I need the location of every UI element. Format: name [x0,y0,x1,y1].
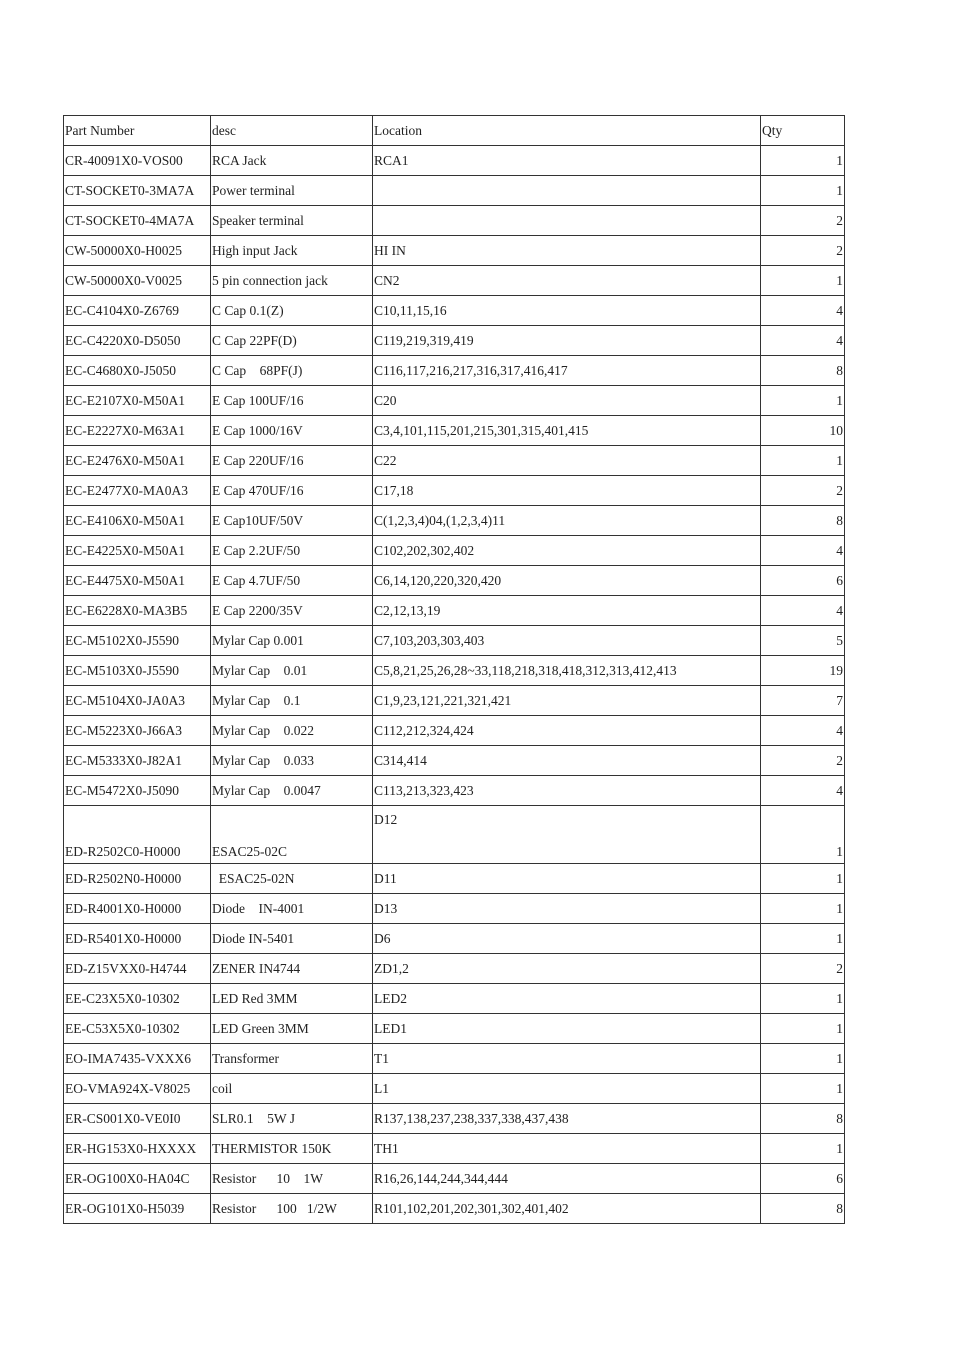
table-row [64,924,845,954]
qty-cell: 1 [761,924,845,954]
location-cell: R16,26,144,244,344,444 [373,1164,761,1194]
header-desc: desc [211,116,373,146]
desc-cell: Diode IN-4001 [211,894,373,924]
table-row [64,864,845,894]
part-number-cell: EC-M5223X0-J66A3 [64,716,211,746]
part-number-cell: ED-Z15VXX0-H4744 [64,954,211,984]
part-number-cell: ER-HG153X0-HXXXX [64,1134,211,1164]
qty-cell: 8 [761,356,845,386]
desc-cell: E Cap 2200/35V [211,596,373,626]
desc-cell: ESAC25-02N [211,864,373,894]
table-row [64,356,845,386]
desc-cell: C Cap 0.1(Z) [211,296,373,326]
location-cell: C102,202,302,402 [373,536,761,566]
desc-cell: E Cap 1000/16V [211,416,373,446]
part-number-cell: EC-E4225X0-M50A1 [64,536,211,566]
part-number-cell: ER-OG101X0-H5039 [64,1194,211,1224]
part-number-cell: EC-E2476X0-M50A1 [64,446,211,476]
desc-cell: THERMISTOR 150K [211,1134,373,1164]
qty-cell: 4 [761,596,845,626]
location-cell [373,176,761,206]
part-number-cell: EC-E2227X0-M63A1 [64,416,211,446]
location-cell: C20 [373,386,761,416]
part-number-cell: EE-C23X5X0-10302 [64,984,211,1014]
part-number-cell: ER-OG100X0-HA04C [64,1164,211,1194]
location-cell: C1,9,23,121,221,321,421 [373,686,761,716]
table-row [64,206,845,236]
part-number-cell: EC-M5103X0-J5590 [64,656,211,686]
location-cell: C314,414 [373,746,761,776]
location-cell: C(1,2,3,4)04,(1,2,3,4)11 [373,506,761,536]
header-qty: Qty [761,116,845,146]
location-cell: C10,11,15,16 [373,296,761,326]
part-number-cell: ER-CS001X0-VE0I0 [64,1104,211,1134]
desc-cell: 5 pin connection jack [211,266,373,296]
table-row [64,326,845,356]
location-cell [373,206,761,236]
qty-cell: 4 [761,536,845,566]
qty-cell: 10 [761,416,845,446]
desc-cell: LED Red 3MM [211,984,373,1014]
location-cell: TH1 [373,1134,761,1164]
desc-cell: Transformer [211,1044,373,1074]
part-number-cell: EC-E2477X0-MA0A3 [64,476,211,506]
table-row [64,386,845,416]
qty-cell: 4 [761,716,845,746]
table-row [64,686,845,716]
qty-cell: 2 [761,954,845,984]
qty-cell: 1 [761,894,845,924]
location-cell: C2,12,13,19 [373,596,761,626]
part-number-cell: CW-50000X0-H0025 [64,236,211,266]
part-number-cell: ED-R5401X0-H0000 [64,924,211,954]
parts-list-table [63,115,845,1224]
desc-cell: E Cap 2.2UF/50 [211,536,373,566]
desc-cell: ESAC25-02C [211,806,373,864]
header-row [64,116,845,146]
table-row [64,656,845,686]
location-cell: ZD1,2 [373,954,761,984]
location-cell: LED2 [373,984,761,1014]
part-number-cell: EC-M5472X0-J5090 [64,776,211,806]
part-number-cell: EE-C53X5X0-10302 [64,1014,211,1044]
desc-cell: Mylar Cap 0.022 [211,716,373,746]
part-number-cell: ED-R2502N0-H0000 [64,864,211,894]
table-row [64,1044,845,1074]
qty-cell: 6 [761,566,845,596]
table-row [64,1164,845,1194]
location-cell: C3,4,101,115,201,215,301,315,401,415 [373,416,761,446]
part-number-cell: EC-C4220X0-D5050 [64,326,211,356]
part-number-cell: CW-50000X0-V0025 [64,266,211,296]
desc-cell: Mylar Cap 0.0047 [211,776,373,806]
qty-cell: 8 [761,1194,845,1224]
qty-cell: 1 [761,1044,845,1074]
location-cell: D13 [373,894,761,924]
table-row [64,1134,845,1164]
qty-cell: 8 [761,506,845,536]
table-row [64,296,845,326]
qty-cell: 1 [761,864,845,894]
qty-cell: 4 [761,326,845,356]
qty-cell: 8 [761,1104,845,1134]
location-cell: C6,14,120,220,320,420 [373,566,761,596]
qty-cell: 1 [761,1074,845,1104]
part-number-cell: EC-M5102X0-J5590 [64,626,211,656]
desc-cell: Speaker terminal [211,206,373,236]
desc-cell: E Cap 100UF/16 [211,386,373,416]
desc-cell: coil [211,1074,373,1104]
table-row [64,536,845,566]
desc-cell: Resistor 100 1/2W [211,1194,373,1224]
location-cell: T1 [373,1044,761,1074]
qty-cell: 5 [761,626,845,656]
qty-cell: 1 [761,266,845,296]
qty-cell: 4 [761,776,845,806]
location-cell: D12 [373,806,761,864]
desc-cell: C Cap 68PF(J) [211,356,373,386]
qty-cell: 1 [761,386,845,416]
table-row [64,1014,845,1044]
desc-cell: E Cap 470UF/16 [211,476,373,506]
desc-cell: Mylar Cap 0.01 [211,656,373,686]
desc-cell: ZENER IN4744 [211,954,373,984]
location-cell: D6 [373,924,761,954]
table-row [64,716,845,746]
part-number-cell: ED-R4001X0-H0000 [64,894,211,924]
location-cell: R101,102,201,202,301,302,401,402 [373,1194,761,1224]
header-location: Location [373,116,761,146]
desc-cell: Resistor 10 1W [211,1164,373,1194]
qty-cell: 1 [761,146,845,176]
table-row [64,1074,845,1104]
table-row [64,626,845,656]
qty-cell: 1 [761,1014,845,1044]
qty-cell: 2 [761,206,845,236]
part-number-cell: EO-VMA924X-V8025 [64,1074,211,1104]
table-row [64,566,845,596]
location-cell: C5,8,21,25,26,28~33,118,218,318,418,312,313,412,413 [373,656,761,686]
table-row [64,984,845,1014]
part-number-cell: CR-40091X0-VOS00 [64,146,211,176]
qty-cell: 1 [761,446,845,476]
desc-cell: Mylar Cap 0.1 [211,686,373,716]
location-cell: C22 [373,446,761,476]
table-row [64,266,845,296]
qty-cell: 2 [761,746,845,776]
table-row [64,954,845,984]
table-row [64,446,845,476]
location-cell: LED1 [373,1014,761,1044]
table-row [64,806,845,864]
qty-cell: 2 [761,236,845,266]
table-row [64,894,845,924]
location-cell: HI IN [373,236,761,266]
location-cell: C113,213,323,423 [373,776,761,806]
header-part-number: Part Number [64,116,211,146]
part-number-cell: EC-E6228X0-MA3B5 [64,596,211,626]
qty-cell: 7 [761,686,845,716]
table-row [64,776,845,806]
desc-cell: E Cap 4.7UF/50 [211,566,373,596]
part-number-cell: EO-IMA7435-VXXX6 [64,1044,211,1074]
table-row [64,1104,845,1134]
qty-cell: 4 [761,296,845,326]
part-number-cell: EC-M5104X0-JA0A3 [64,686,211,716]
qty-cell: 1 [761,176,845,206]
location-cell: C17,18 [373,476,761,506]
table-row [64,476,845,506]
location-cell: C119,219,319,419 [373,326,761,356]
part-number-cell: EC-C4680X0-J5050 [64,356,211,386]
part-number-cell: EC-E2107X0-M50A1 [64,386,211,416]
table-row [64,1194,845,1224]
part-number-cell: CT-SOCKET0-3MA7A [64,176,211,206]
table-row [64,596,845,626]
location-cell: C112,212,324,424 [373,716,761,746]
qty-cell: 6 [761,1164,845,1194]
location-cell: C116,117,216,217,316,317,416,417 [373,356,761,386]
location-cell: R137,138,237,238,337,338,437,438 [373,1104,761,1134]
table-row [64,176,845,206]
desc-cell: Power terminal [211,176,373,206]
desc-cell: Diode IN-5401 [211,924,373,954]
desc-cell: Mylar Cap 0.033 [211,746,373,776]
part-number-cell: CT-SOCKET0-4MA7A [64,206,211,236]
part-number-cell: EC-M5333X0-J82A1 [64,746,211,776]
table-row [64,506,845,536]
desc-cell: E Cap 220UF/16 [211,446,373,476]
desc-cell: High input Jack [211,236,373,266]
location-cell: L1 [373,1074,761,1104]
part-number-cell: EC-E4106X0-M50A1 [64,506,211,536]
desc-cell: LED Green 3MM [211,1014,373,1044]
location-cell: D11 [373,864,761,894]
table-row [64,146,845,176]
part-number-cell: EC-E4475X0-M50A1 [64,566,211,596]
qty-cell: 19 [761,656,845,686]
location-cell: RCA1 [373,146,761,176]
table-row [64,416,845,446]
desc-cell: C Cap 22PF(D) [211,326,373,356]
desc-cell: RCA Jack [211,146,373,176]
table-row [64,746,845,776]
part-number-cell: ED-R2502C0-H0000 [64,806,211,864]
location-cell: CN2 [373,266,761,296]
qty-cell: 1 [761,984,845,1014]
table-row [64,236,845,266]
location-cell: C7,103,203,303,403 [373,626,761,656]
desc-cell: Mylar Cap 0.001 [211,626,373,656]
desc-cell: SLR0.1 5W J [211,1104,373,1134]
part-number-cell: EC-C4104X0-Z6769 [64,296,211,326]
qty-cell: 1 [761,1134,845,1164]
qty-cell: 2 [761,476,845,506]
desc-cell: E Cap10UF/50V [211,506,373,536]
qty-cell: 1 [761,806,845,864]
